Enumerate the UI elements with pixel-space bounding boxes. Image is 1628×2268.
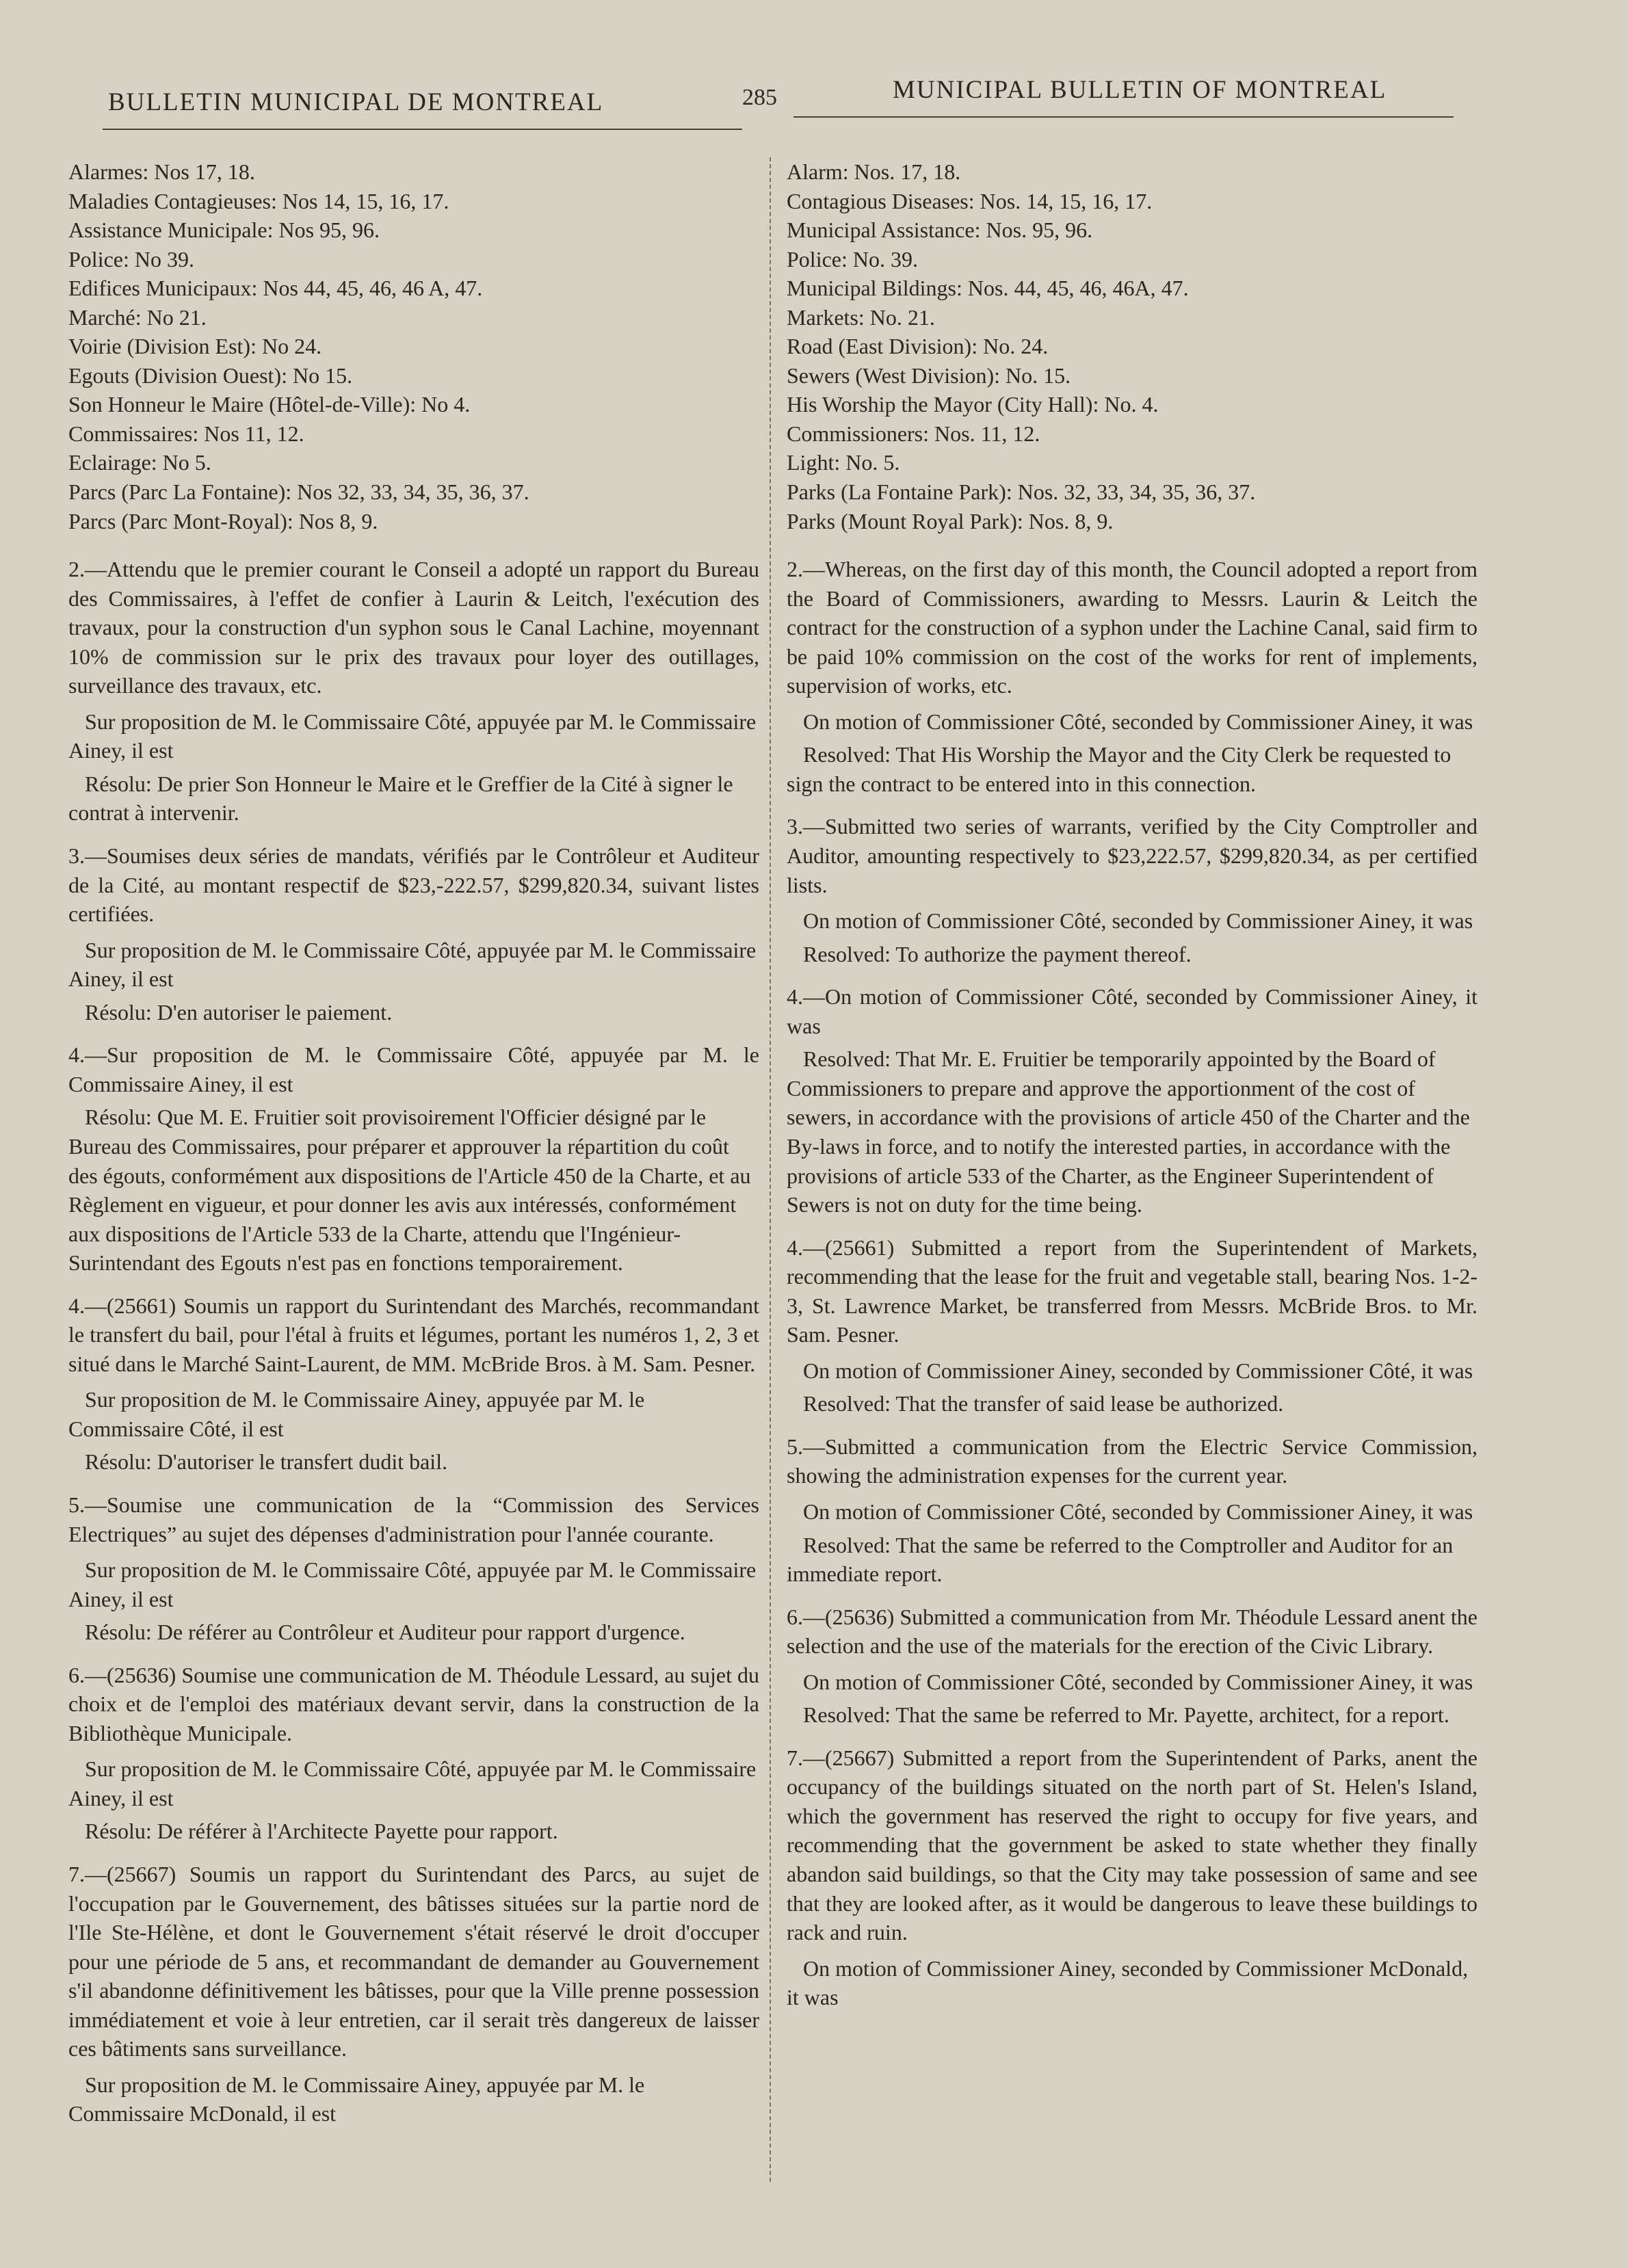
item-motion: Sur proposition de M. le Commissaire Ainey, appuyée par M. le Commissaire Côté, il est — [68, 1387, 645, 1441]
item-4b-en — [787, 1233, 1478, 1419]
item-7-en — [787, 1743, 1478, 2012]
item-resolved: Résolu: Que M. E. Fruitier soit provisoirement l'Officier désigné par le Bureau des Commissaires, pour préparer et approuver la répartition du coût des égouts, conformément aux dispositions de l'Article 450 de la Charte, et au Règlement en vigueur, et pour donner les avis aux intéressés, conformément aux dispositions de l'Article 533 de la Charte, attendu que l'Ingénieur-Surintendant des Egouts n'est pas en fonctions temporairement. — [68, 1105, 751, 1276]
index-line: Contagious Diseases: Nos. 14, 15, 16, 17. — [787, 188, 1153, 213]
item-motion: On motion of Commissioner Ainey, seconded by Commissioner Côté, it was — [803, 1358, 1473, 1383]
page-header — [0, 75, 1628, 137]
item-resolved: Resolved: That the transfer of said lease be authorized. — [803, 1391, 1284, 1416]
item-text: 5.—Soumise une communication de la “Commission des Services Electriques” au sujet des dépenses d'administration pour l'année courante. — [68, 1492, 759, 1546]
item-motion: Sur proposition de M. le Commissaire Côté, appuyée par M. le Commissaire Ainey, il est — [68, 937, 757, 992]
item-resolved: Résolu: D'en autoriser le paiement. — [85, 999, 393, 1025]
item-text: 4.—On motion of Commissioner Côté, seconded by Commissioner Ainey, it was — [787, 984, 1478, 1038]
item-text: 6.—(25636) Submitted a communication from Mr. Théodule Lessard anent the selection and the use of the materials for the erection of the Civic Library. — [787, 1604, 1478, 1659]
item-resolved: Resolved: That His Worship the Mayor and the City Clerk be requested to sign the contract to be entered into in this connection. — [787, 742, 1452, 796]
index-line: Road (East Division): No. 24. — [787, 334, 1049, 359]
french-index — [68, 157, 759, 536]
item-text: 2.—Whereas, on the first day of this month, the Council adopted a report from the Board of Commissioners, awarding to Messrs. Laurin & Leitch the contract for the construction of a syphon under the Lachine Canal, said firm to be paid 10% commission on the cost of the works for rent of implements, supervision of works, etc. — [787, 557, 1478, 698]
index-line: Parks (La Fontaine Park): Nos. 32, 33, 34, 35, 36, 37. — [787, 479, 1256, 505]
index-line: Egouts (Division Ouest): No 15. — [68, 362, 353, 388]
index-line: Municipal Bildings: Nos. 44, 45, 46, 46A, 47. — [787, 276, 1189, 301]
index-line: Parks (Mount Royal Park): Nos. 8, 9. — [787, 508, 1114, 533]
item-motion: On motion of Commissioner Côté, seconded by Commissioner Ainey, it was — [803, 1669, 1473, 1694]
item-motion: On motion of Commissioner Côté, seconded by Commissioner Ainey, it was — [803, 709, 1473, 734]
item-resolved: Resolved: That Mr. E. Fruitier be temporarily appointed by the Board of Commissioners to prepare and approve the apportionment of the cost of sewers, in accordance with the provisions of article 450 of the Charter and the By-laws in force, and to notify the interested parties, in accordance with the provisions of article 533 of the Charter, as the Engineer Superintendent of Sewers is not on duty for the time being. — [787, 1046, 1470, 1217]
item-4b-fr — [68, 1291, 759, 1477]
item-text: 7.—(25667) Soumis un rapport du Surintendant des Parcs, au sujet de l'occupation par le Gouvernement, des bâtisses situées sur la partie nord de l'Ile Ste-Hélène, et dont le Gouvernement s'était réservé le droit d'occuper pour une période de 5 ans, et recommandant de demander au Gouvernement s'il abandonne définitivement les bâtisses, pour que la Ville prenne possession immédiatement et voie à leur entretien, car il serait très dangereux de laisser ces bâtiments sans surveillance. — [68, 1861, 759, 2061]
header-rule-right — [793, 116, 1454, 118]
item-2-fr — [68, 555, 759, 828]
index-line: Alarmes: Nos 17, 18. — [68, 159, 255, 184]
index-line: Commissaires: Nos 11, 12. — [68, 421, 304, 446]
english-column — [787, 157, 1478, 2012]
index-line: Police: No 39. — [68, 246, 194, 272]
item-resolved: Resolved: That the same be referred to Mr. Payette, architect, for a report. — [803, 1702, 1449, 1728]
index-line: Markets: No. 21. — [787, 304, 935, 330]
item-resolved: Résolu: De prier Son Honneur le Maire et le Greffier de la Cité à signer le contrat à intervenir. — [68, 771, 733, 826]
header-title-french: BULLETIN MUNICIPAL DE MONTREAL — [108, 88, 604, 116]
index-line: Police: No. 39. — [787, 246, 918, 272]
item-resolved: Résolu: De référer à l'Architecte Payette pour rapport. — [85, 1819, 558, 1844]
item-text: 3.—Submitted two series of warrants, verified by the City Comptroller and Auditor, amounting respectively to $23,222.57, $299,820.34, as per certified lists. — [787, 814, 1478, 897]
index-line: Commissioners: Nos. 11, 12. — [787, 421, 1040, 446]
index-line: Voirie (Division Est): No 24. — [68, 334, 322, 359]
index-line: Light: No. 5. — [787, 450, 900, 475]
item-text: 3.—Soumises deux séries de mandats, vérifiés par le Contrôleur et Auditeur de la Cité, au montant respectif de $23,-222.57, $299,820.34, suivant listes certifiées. — [68, 843, 759, 927]
item-text: 2.—Attendu que le premier courant le Conseil a adopté un rapport du Bureau des Commissaires, à l'effet de confier à Laurin & Leitch, l'exécution des travaux, pour la construction d'un syphon sous le Canal Lachine, moyennant 10% de commission sur le prix des travaux pour loyer des outillages, surveillance des travaux, etc. — [68, 557, 759, 698]
item-motion: Sur proposition de M. le Commissaire Côté, appuyée par M. le Commissaire Ainey, il est — [68, 709, 757, 763]
index-line: Son Honneur le Maire (Hôtel-de-Ville): No 4. — [68, 392, 471, 417]
index-line: Eclairage: No 5. — [68, 450, 211, 475]
french-column — [68, 157, 759, 2128]
header-title-english: MUNICIPAL BULLETIN OF MONTREAL — [893, 76, 1387, 104]
item-text: 4.—(25661) Soumis un rapport du Surintendant des Marchés, recommandant le transfert du bail, pour l'étal à fruits et légumes, portant les numéros 1, 2, 3 et situé dans le Marché Saint-Laurent, de MM. McBride Bros. à M. Sam. Pesner. — [68, 1293, 759, 1376]
header-rule-left — [103, 129, 742, 130]
index-line: Alarm: Nos. 17, 18. — [787, 159, 961, 184]
item-5-en — [787, 1432, 1478, 1589]
item-motion: On motion of Commissioner Ainey, seconded by Commissioner McDonald, it was — [787, 1955, 1469, 2010]
item-resolved: Resolved: To authorize the payment thereof. — [803, 941, 1192, 966]
item-resolved: Resolved: That the same be referred to the Comptroller and Auditor for an immediate report. — [787, 1532, 1454, 1587]
item-text: 5.—Submitted a communication from the Electric Service Commission, showing the administration expenses for the current year. — [787, 1434, 1478, 1488]
item-motion: On motion of Commissioner Côté, seconded by Commissioner Ainey, it was — [803, 908, 1473, 934]
item-2-en — [787, 555, 1478, 798]
index-line: Parcs (Parc La Fontaine): Nos 32, 33, 34, 35, 36, 37. — [68, 479, 529, 505]
index-line: His Worship the Mayor (City Hall): No. 4. — [787, 392, 1159, 417]
item-3-en — [787, 812, 1478, 968]
item-7-fr — [68, 1860, 759, 2128]
index-line: Assistance Municipale: Nos 95, 96. — [68, 217, 380, 243]
item-motion: On motion of Commissioner Côté, seconded by Commissioner Ainey, it was — [803, 1499, 1473, 1524]
index-line: Maladies Contagieuses: Nos 14, 15, 16, 17. — [68, 188, 449, 213]
index-line: Edifices Municipaux: Nos 44, 45, 46, 46 A, 47. — [68, 276, 483, 301]
index-line: Marché: No 21. — [68, 304, 207, 330]
item-text: 6.—(25636) Soumise une communication de M. Théodule Lessard, au sujet du choix et de l'emploi des matériaux devant servir, dans la construction de la Bibliothèque Municipale. — [68, 1662, 759, 1745]
item-3-fr — [68, 841, 759, 1027]
item-4a-fr — [68, 1040, 759, 1277]
item-text: 4.—(25661) Submitted a report from the Superintendent of Markets, recommending that the lease for the fruit and vegetable stall, bearing Nos. 1-2-3, St. Lawrence Market, be transferred from Messrs. McBride Bros. to Mr. Sam. Pesner. — [787, 1235, 1478, 1347]
item-resolved: Résolu: De référer au Contrôleur et Auditeur pour rapport d'urgence. — [85, 1620, 685, 1645]
item-6-en — [787, 1603, 1478, 1730]
item-6-fr — [68, 1661, 759, 1846]
item-5-fr — [68, 1490, 759, 1647]
column-divider — [770, 157, 771, 2182]
item-motion: Sur proposition de M. le Commissaire Côté, appuyée par M. le Commissaire Ainey, il est — [68, 1557, 757, 1611]
item-motion: Sur proposition de M. le Commissaire Côté, appuyée par M. le Commissaire Ainey, il est — [68, 1756, 757, 1810]
item-text: 4.—Sur proposition de M. le Commissaire Côté, appuyée par M. le Commissaire Ainey, il est — [68, 1042, 759, 1096]
english-index — [787, 157, 1478, 536]
item-4a-en — [787, 982, 1478, 1219]
item-text: 7.—(25667) Submitted a report from the Superintendent of Parks, anent the occupancy of the buildings situated on the north part of St. Helen's Island, which the government has reserved the right to occupy for five years, and recommending that the government be asked to state whether they finally abandon said buildings, so that the City may take possession of same and see that they are looked after, as it would be dangerous to leave these buildings to rack and ruin. — [787, 1745, 1478, 1945]
page-number: 285 — [742, 85, 777, 110]
item-resolved: Résolu: D'autoriser le transfert dudit bail. — [85, 1449, 448, 1475]
index-line: Sewers (West Division): No. 15. — [787, 362, 1071, 388]
index-line: Parcs (Parc Mont-Royal): Nos 8, 9. — [68, 508, 378, 533]
item-motion: Sur proposition de M. le Commissaire Ainey, appuyée par M. le Commissaire McDonald, il est — [68, 2072, 645, 2126]
index-line: Municipal Assistance: Nos. 95, 96. — [787, 217, 1093, 243]
